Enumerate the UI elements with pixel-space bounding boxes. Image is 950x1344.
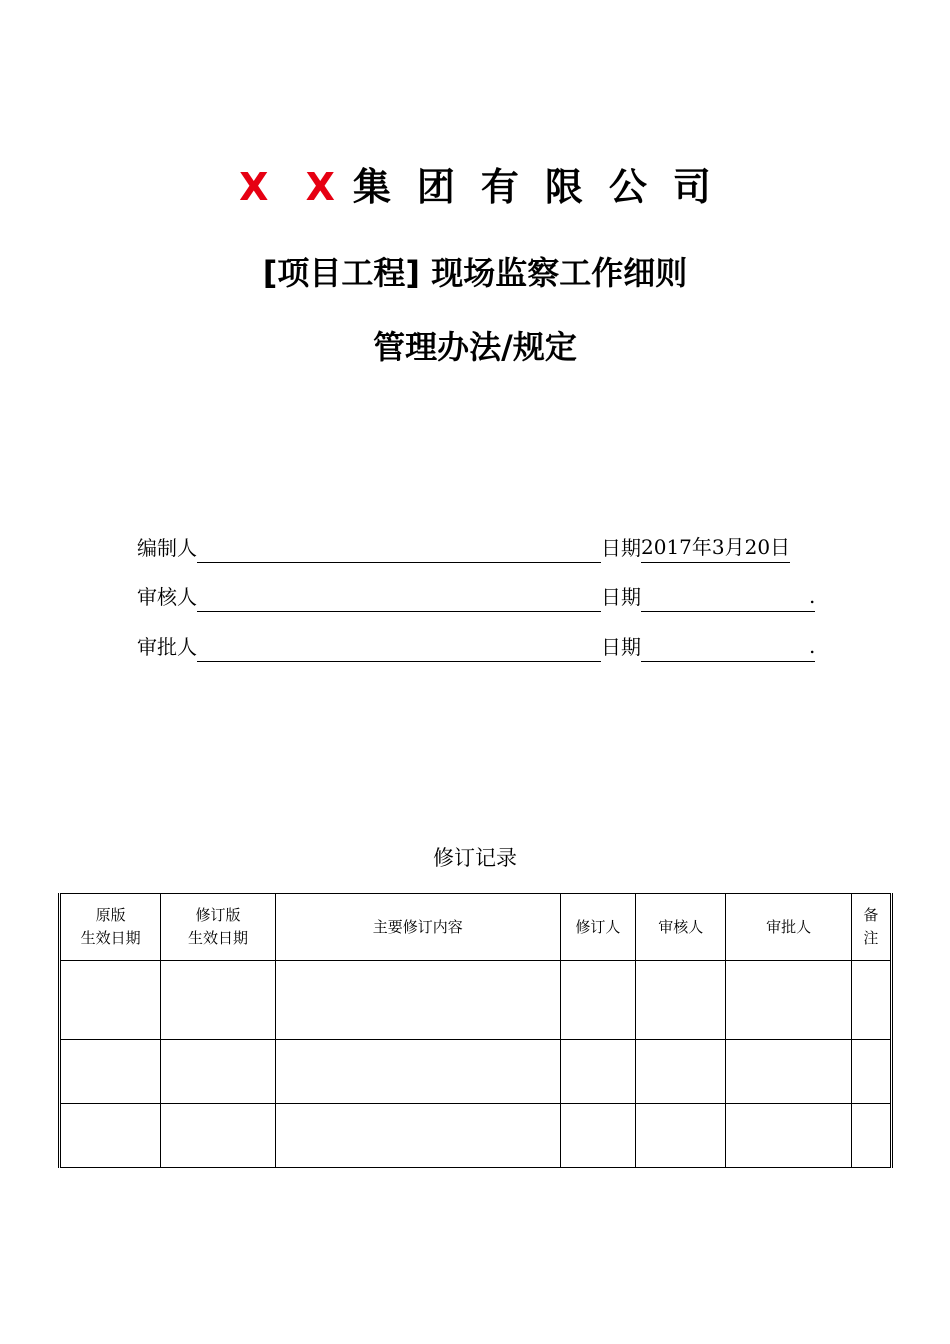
- table-cell[interactable]: [560, 961, 635, 1040]
- reviewer-signature-line[interactable]: [197, 589, 601, 612]
- table-cell[interactable]: [636, 1104, 726, 1168]
- table-row: [60, 961, 892, 1040]
- company-title: [0, 163, 950, 211]
- table-cell[interactable]: [60, 1040, 161, 1104]
- signature-row-approver: [137, 631, 815, 661]
- table-cell[interactable]: [636, 961, 726, 1040]
- approver-date-suffix: .: [809, 631, 815, 662]
- revision-record-title: 修订记录: [433, 846, 517, 870]
- column-header-main-revision-content: 主要修订内容: [275, 894, 560, 961]
- compiler-date-label: 日期: [601, 536, 641, 560]
- company-name: 集团有限公司: [352, 165, 737, 209]
- approver-date-label: 日期: [601, 635, 641, 659]
- table-cell[interactable]: [636, 1040, 726, 1104]
- column-header-reviewer: 审核人: [636, 894, 726, 961]
- column-header-remarks: 备 注: [851, 894, 891, 961]
- table-cell[interactable]: [161, 1040, 275, 1104]
- reviewer-label: 审核人: [137, 585, 197, 609]
- table-cell[interactable]: [851, 1040, 891, 1104]
- table-row: [60, 1104, 892, 1168]
- signature-row-reviewer: [137, 581, 815, 611]
- table-cell[interactable]: [726, 961, 851, 1040]
- document-subtitle: 管理办法/规定: [373, 328, 577, 366]
- column-header-approver: 审批人: [726, 894, 851, 961]
- reviewer-date-suffix: .: [809, 581, 815, 612]
- table-cell[interactable]: [161, 961, 275, 1040]
- company-prefix: X X: [239, 165, 347, 209]
- table-cell[interactable]: [161, 1104, 275, 1168]
- column-header-reviser: 修订人: [560, 894, 635, 961]
- table-cell[interactable]: [560, 1040, 635, 1104]
- table-cell[interactable]: [275, 1104, 560, 1168]
- approver-signature-line[interactable]: [197, 639, 601, 662]
- table-cell[interactable]: [726, 1104, 851, 1168]
- revision-table: [58, 893, 893, 1168]
- table-cell[interactable]: [60, 961, 161, 1040]
- document-title: [项目工程] 现场监察工作细则: [262, 254, 688, 292]
- table-cell[interactable]: [275, 961, 560, 1040]
- table-cell[interactable]: [560, 1104, 635, 1168]
- reviewer-date-line[interactable]: [641, 589, 809, 612]
- column-header-original-effective-date: 原版 生效日期: [60, 894, 161, 961]
- compiler-signature-line[interactable]: [197, 540, 601, 563]
- table-cell[interactable]: [275, 1040, 560, 1104]
- compiler-label: 编制人: [137, 536, 197, 560]
- revision-header-row: [60, 894, 892, 961]
- table-cell[interactable]: [851, 961, 891, 1040]
- approver-date-line[interactable]: [641, 639, 809, 662]
- column-header-revised-effective-date: 修订版 生效日期: [161, 894, 275, 961]
- table-cell[interactable]: [726, 1040, 851, 1104]
- table-cell[interactable]: [60, 1104, 161, 1168]
- compiler-date-value[interactable]: 2017年3月20日: [641, 532, 790, 563]
- approver-label: 审批人: [137, 635, 197, 659]
- signature-row-compiler: [137, 532, 790, 562]
- reviewer-date-label: 日期: [601, 585, 641, 609]
- table-cell[interactable]: [851, 1104, 891, 1168]
- table-row: [60, 1040, 892, 1104]
